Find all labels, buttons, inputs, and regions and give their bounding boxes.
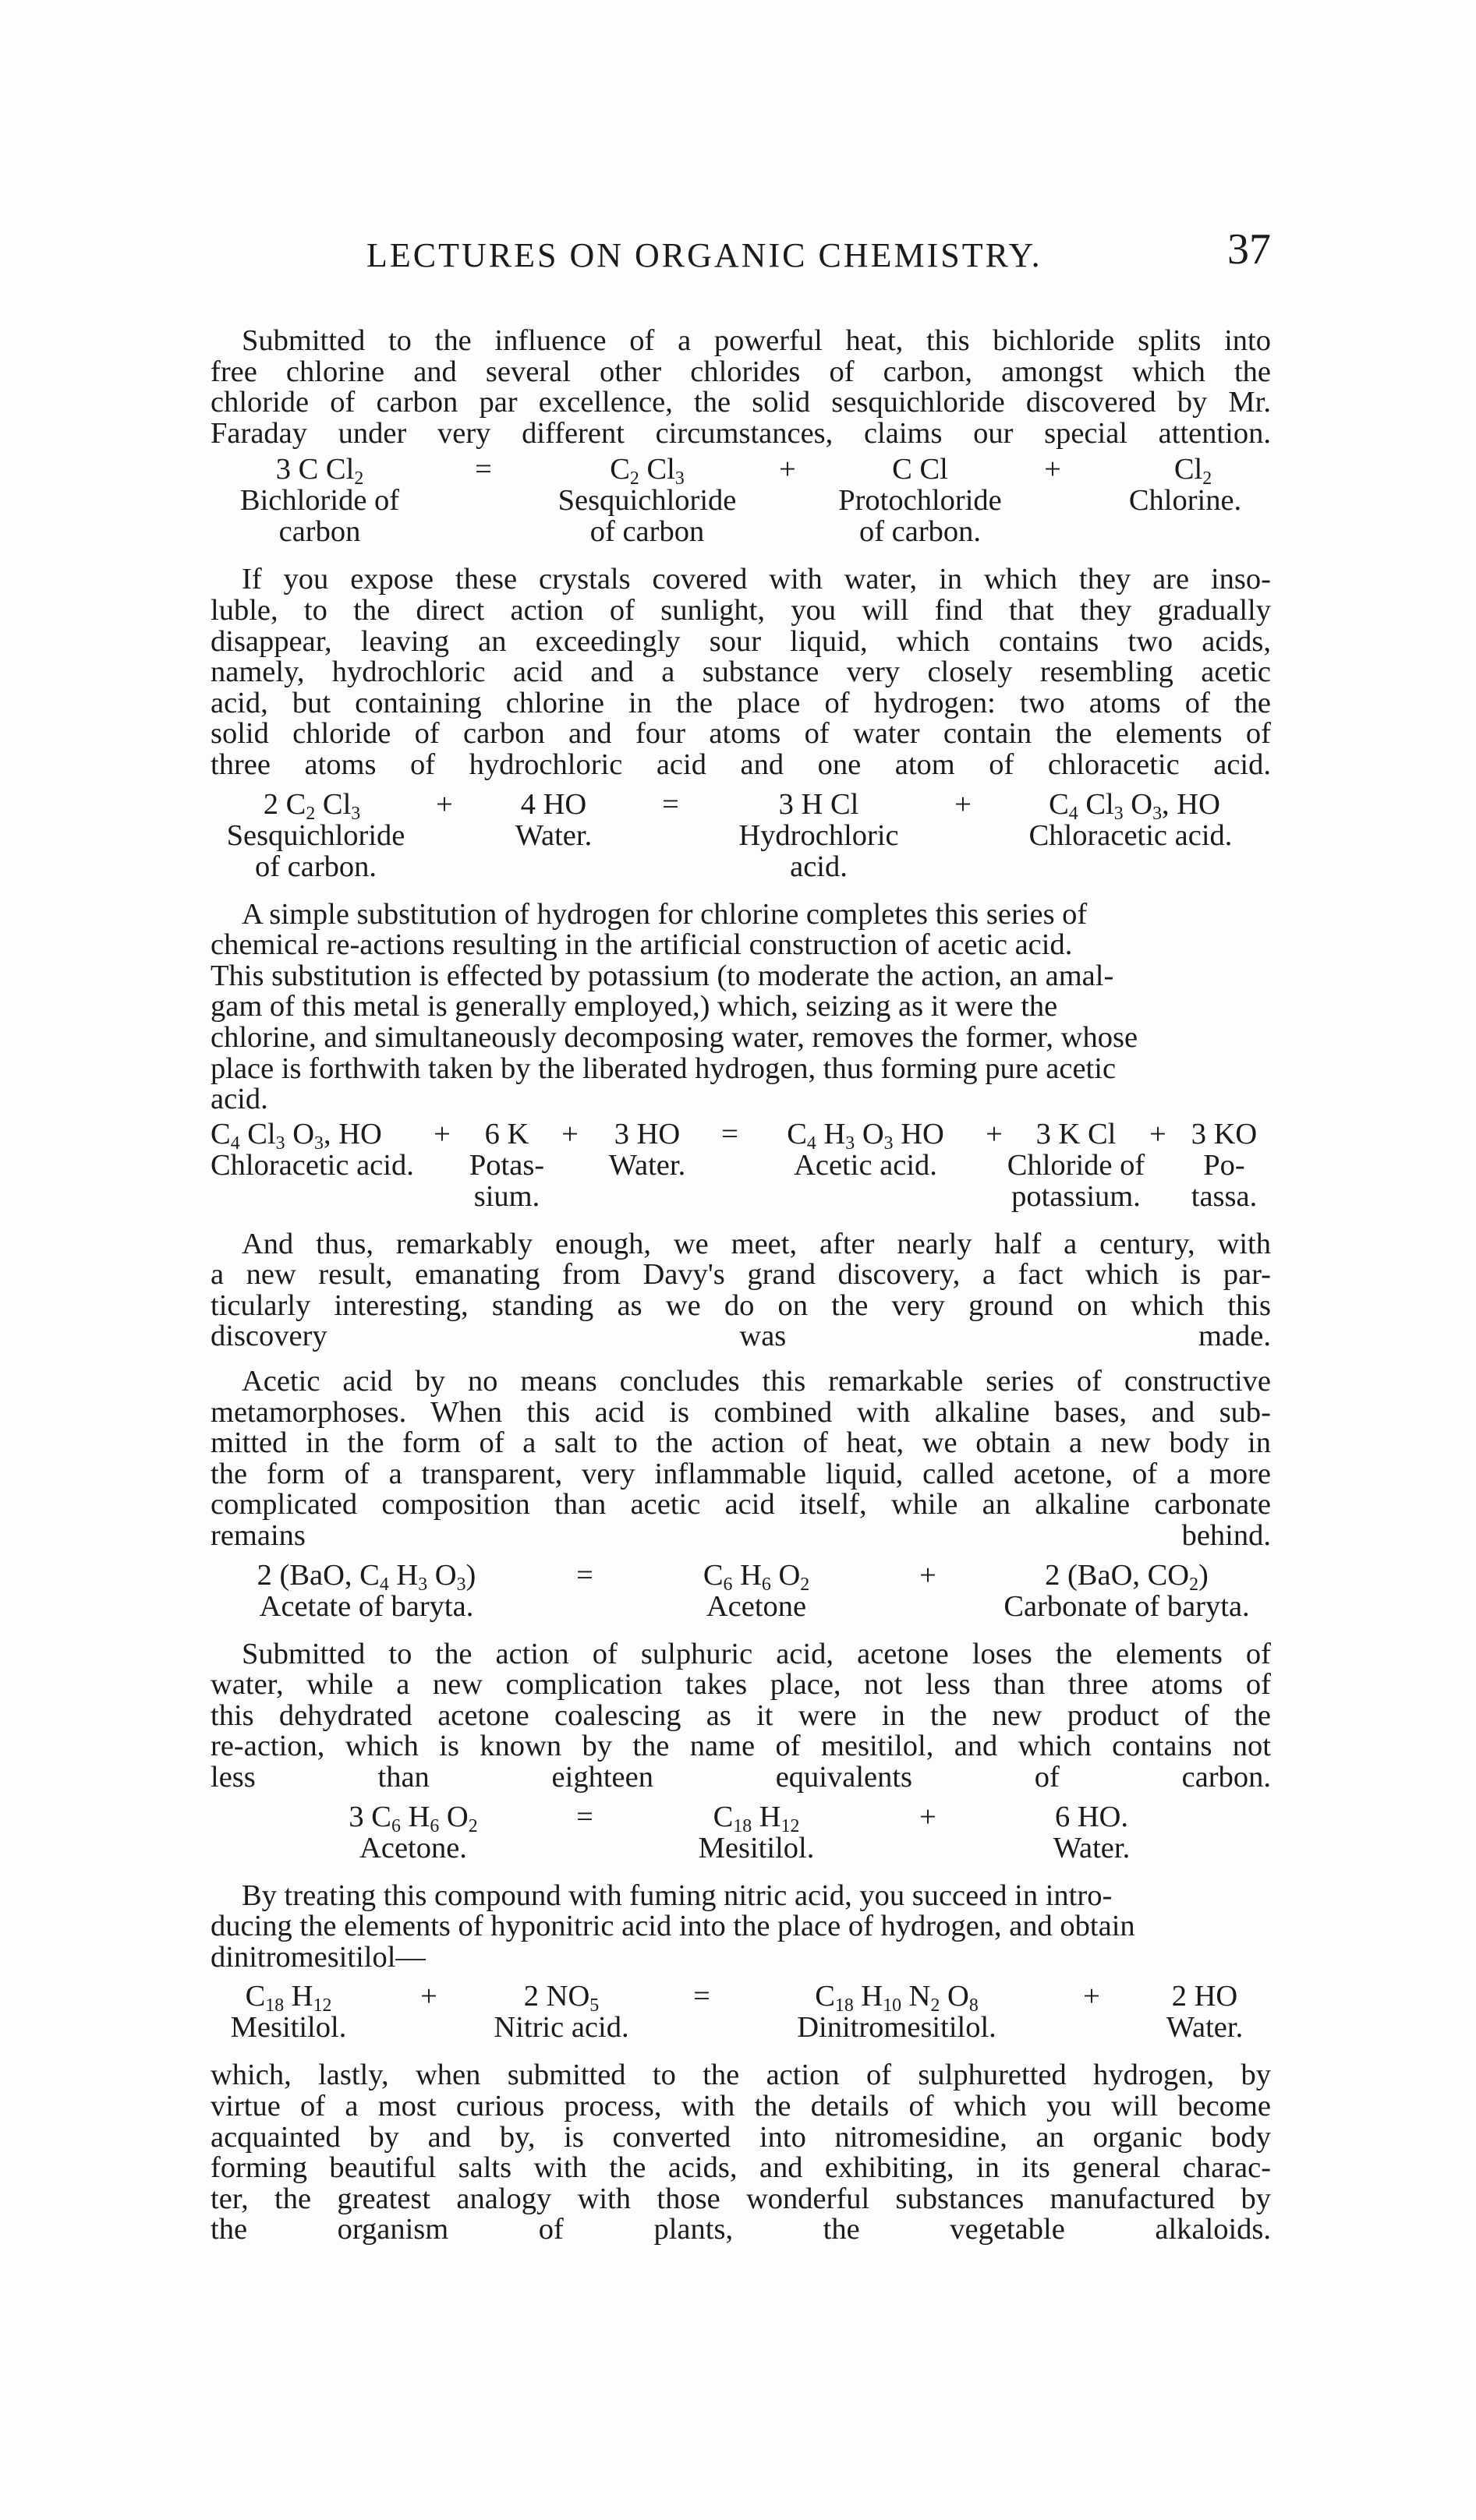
name-water: Water.	[515, 818, 593, 852]
plus-sign: +	[954, 787, 972, 821]
equation-6	[211, 1981, 1271, 2046]
name-acetate-baryta: Acetate of baryta.	[259, 1589, 474, 1623]
name-bichloride-2: carbon	[278, 515, 361, 549]
text-line: chemical re-actions resulting in the artificial construction of acetic acid.	[211, 928, 1073, 962]
equation-4	[211, 1560, 1271, 1625]
name-potassa: Po-	[1203, 1148, 1245, 1182]
name-sesquichloride: Sesquichloride	[557, 484, 737, 518]
text-line: chloride of carbon par excellence, the solid sesquichloride discovered by Mr.	[211, 386, 1271, 419]
text-line: ter, the greatest analogy with those wonderful substances manufactured by	[211, 2182, 1271, 2215]
name-mesitilol: Mesitilol.	[230, 2011, 347, 2045]
plus-sign: +	[779, 453, 796, 486]
equals-sign: =	[721, 1117, 738, 1150]
formula-acetic: $C_4$ $H_3$ $O_3$ HO	[787, 1117, 944, 1154]
name-potassium: Potas-	[469, 1148, 545, 1182]
name-protochloride: Protochloride	[838, 484, 1002, 518]
equals-sign: =	[576, 1800, 593, 1833]
paragraph-1	[211, 326, 1271, 449]
name-potassa-2: tassa.	[1191, 1179, 1258, 1213]
text-line: this dehydrated acetone coalescing as it were in the new product of the	[211, 1698, 1271, 1732]
plus-sign: +	[919, 1558, 936, 1592]
formula-carbonate-baryta: 2 (BaO, $CO_2$)	[1045, 1558, 1209, 1595]
formula-sesquichloride: $C_2$ $Cl_3$	[610, 453, 685, 490]
equals-sign: =	[576, 1558, 593, 1592]
name-carbonate-baryta: Carbonate of baryta.	[1003, 1589, 1250, 1623]
text-line: A simple substitution of hydrogen for chlorine completes this series of	[242, 897, 1088, 931]
text-line: virtue of a most curious process, with the details of which you will become	[211, 2089, 1271, 2122]
formula-water: 6 HO.	[1054, 1800, 1129, 1833]
text-line: ducing the elements of hyponitric acid into the place of hydrogen, and obtain	[211, 1910, 1135, 1943]
paragraph-2	[211, 564, 1271, 780]
formula-hydrochloric: 3 H Cl	[778, 787, 859, 821]
text-line: three atoms of hydrochloric acid and one atom of chloracetic acid.	[211, 748, 1271, 781]
equals-sign: =	[693, 1980, 710, 2013]
formula-protochloride: C Cl	[892, 453, 948, 486]
text-line: mitted in the form of a salt to the action of heat, we obtain a new body in	[211, 1426, 1271, 1460]
formula-water: 4 HO	[520, 787, 587, 821]
name-chloride-potassium: Chloride of	[1007, 1148, 1145, 1182]
text-line: the form of a transparent, very inflammable liquid, called acetone, of a more	[211, 1457, 1271, 1490]
text-line: namely, hydrochloric acid and a substance very closely resembling acetic	[211, 656, 1271, 689]
text-line: the organism of plants, the vegetable alkaloids.	[211, 2213, 1271, 2246]
text-line: place is forthwith taken by the liberated hydrogen, thus forming pure acetic	[211, 1051, 1117, 1085]
name-water: Water.	[1053, 1831, 1131, 1864]
name-chlorine: Chlorine.	[1128, 484, 1242, 518]
plus-sign: +	[986, 1117, 1003, 1150]
plus-sign: +	[1083, 1980, 1100, 2013]
text-line: solid chloride of carbon and four atoms of water contain the elements of	[211, 717, 1271, 751]
text-line: water, while a new complication takes place, not less than three atoms of	[211, 1668, 1271, 1702]
formula-mesitilol: $C_{18}$ $H_{12}$	[713, 1800, 800, 1836]
name-bichloride: Bichloride of	[239, 484, 400, 518]
text-line: By treating this compound with fuming nitric acid, you succeed in intro-	[242, 1879, 1113, 1912]
name-chloracetic: Chloracetic acid.	[211, 1148, 414, 1182]
text-line: free chlorine and several other chlorides of carbon, amongst which the	[211, 355, 1271, 388]
equals-sign: =	[475, 453, 492, 486]
text-line: dinitromesitilol—	[211, 1940, 426, 1974]
text-line: acid.	[211, 1083, 268, 1116]
name-protochloride-2: of carbon.	[858, 515, 982, 549]
text-line: chlorine, and simultaneously decomposing water, removes the former, whose	[211, 1020, 1138, 1054]
formula-chloracetic: $C_4$ $Cl_3$ $O_3$, HO	[211, 1117, 382, 1154]
text-line: a new result, emanating from Davy's grand discovery, a fact which is par-	[211, 1258, 1271, 1292]
page-number: 37	[1227, 225, 1271, 274]
running-header	[366, 224, 1271, 279]
text-line: acid, but containing chlorine in the place of hydrogen: two atoms of the	[211, 686, 1271, 719]
plus-sign: +	[561, 1117, 579, 1150]
plus-sign: +	[436, 787, 453, 821]
plus-sign: +	[1044, 453, 1061, 486]
formula-bichloride: 3 C $Cl_2$	[275, 453, 364, 490]
text-line: forming beautiful salts with the acids, and exhibiting, in its general charac-	[211, 2151, 1271, 2185]
text-line: disappear, leaving an exceedingly sour liquid, which contains two acids,	[211, 624, 1271, 658]
text-line: discovery was made.	[211, 1320, 1271, 1353]
text-line: Acetic acid by no means concludes this remarkable series of constructive	[242, 1365, 1271, 1398]
name-chloracetic: Chloracetic acid.	[1028, 818, 1233, 852]
formula-acetate-baryta: 2 (BaO, $C_4$ $H_3$ $O_3$)	[257, 1558, 476, 1595]
text-line: acquainted by and by, is converted into nitromesidine, an organic body	[211, 2120, 1271, 2154]
paragraph-3	[211, 899, 1271, 1115]
name-water: Water.	[1166, 2011, 1244, 2045]
name-dinitromesitilol: Dinitromesitilol.	[797, 2011, 996, 2045]
plus-sign: +	[420, 1980, 437, 2013]
formula-mesitilol: $C_{18}$ $H_{12}$	[245, 1980, 332, 2016]
text-line: This substitution is effected by potassium (to moderate the action, an amal-	[211, 959, 1114, 992]
plus-sign: +	[919, 1800, 936, 1833]
equation-5	[211, 1801, 1271, 1867]
plus-sign: +	[1149, 1117, 1166, 1150]
formula-potassa: 3 KO	[1191, 1117, 1258, 1150]
equation-3	[211, 1119, 1271, 1215]
text-line: which, lastly, when submitted to the action of sulphuretted hydrogen, by	[211, 2059, 1271, 2092]
paragraph-6	[211, 1639, 1271, 1794]
name-mesitilol: Mesitilol.	[698, 1831, 815, 1864]
name-sesquichloride-2: of carbon.	[254, 850, 377, 883]
plus-sign: +	[434, 1117, 451, 1150]
paragraph-4	[211, 1229, 1271, 1352]
formula-water: 2 HO	[1171, 1980, 1238, 2013]
name-hydrochloric-2: acid.	[790, 850, 848, 883]
formula-water: 3 HO	[614, 1117, 681, 1150]
text-line: Submitted to the action of sulphuric acid, acetone loses the elements of	[242, 1637, 1271, 1670]
text-line: less than eighteen equivalents of carbon.	[211, 1761, 1271, 1794]
formula-chloride-potassium: 3 K Cl	[1035, 1117, 1117, 1150]
formula-acetone: $C_6$ $H_6$ $O_2$	[703, 1558, 810, 1595]
text-line: ticularly interesting, standing as we do on the very ground on which this	[211, 1288, 1271, 1322]
name-sesquichloride-2: of carbon	[589, 515, 705, 549]
equation-2	[211, 789, 1271, 885]
text-line: metamorphoses. When this acid is combined with alkaline bases, and sub-	[211, 1395, 1271, 1429]
paragraph-5	[211, 1366, 1271, 1552]
formula-sesquichloride: 2 $C_2$ $Cl_3$	[263, 787, 361, 824]
page-body	[211, 326, 1271, 2246]
paragraph-8	[211, 2060, 1271, 2246]
name-hydrochloric: Hydrochloric	[738, 818, 899, 852]
equation-1	[211, 454, 1271, 550]
formula-dinitromesitilol: $C_{18}$ $H_{10}$ $N_2$ $O_8$	[815, 1980, 979, 2016]
name-potassium-2: sium.	[473, 1179, 540, 1213]
running-title: LECTURES ON ORGANIC CHEMISTRY.	[366, 236, 1042, 274]
paragraph-7	[211, 1881, 1271, 1974]
text-line: luble, to the direct action of sunlight, you will find that they gradually	[211, 593, 1271, 627]
name-nitric-acid: Nitric acid.	[494, 2011, 629, 2045]
name-acetone: Acetone.	[359, 1831, 467, 1864]
text-line: re-action, which is known by the name of mesitilol, and which contains not	[211, 1730, 1271, 1763]
name-acetone: Acetone	[706, 1589, 807, 1623]
text-line: gam of this metal is generally employed,) which, seizing as it were the	[211, 990, 1058, 1023]
text-line: Submitted to the influence of a powerful heat, this bichloride splits into	[242, 324, 1271, 357]
formula-potassium: 6 K	[484, 1117, 529, 1150]
formula-acetone: 3 $C_6$ $H_6$ $O_2$	[349, 1800, 478, 1836]
name-sesquichloride: Sesquichloride	[226, 818, 405, 852]
name-water: Water.	[608, 1148, 686, 1182]
formula-chloracetic: $C_4$ $Cl_3$ $O_3$, HO	[1049, 787, 1220, 824]
text-line: complicated composition than acetic acid itself, while an alkaline carbonate	[211, 1488, 1271, 1522]
text-line: Faraday under very different circumstances, claims our special attention.	[211, 416, 1271, 450]
formula-chlorine: $Cl_2$	[1173, 453, 1212, 490]
text-line: And thus, remarkably enough, we meet, after nearly half a century, with	[242, 1227, 1271, 1260]
text-line: If you expose these crystals covered with water, in which they are inso-	[242, 563, 1271, 596]
formula-nitric-acid: 2 $NO_5$	[523, 1980, 600, 2016]
name-acetic: Acetic acid.	[794, 1148, 937, 1182]
equals-sign: =	[662, 787, 679, 821]
name-chloride-potassium-2: potassium.	[1011, 1179, 1141, 1213]
text-line: remains behind.	[211, 1519, 1271, 1553]
